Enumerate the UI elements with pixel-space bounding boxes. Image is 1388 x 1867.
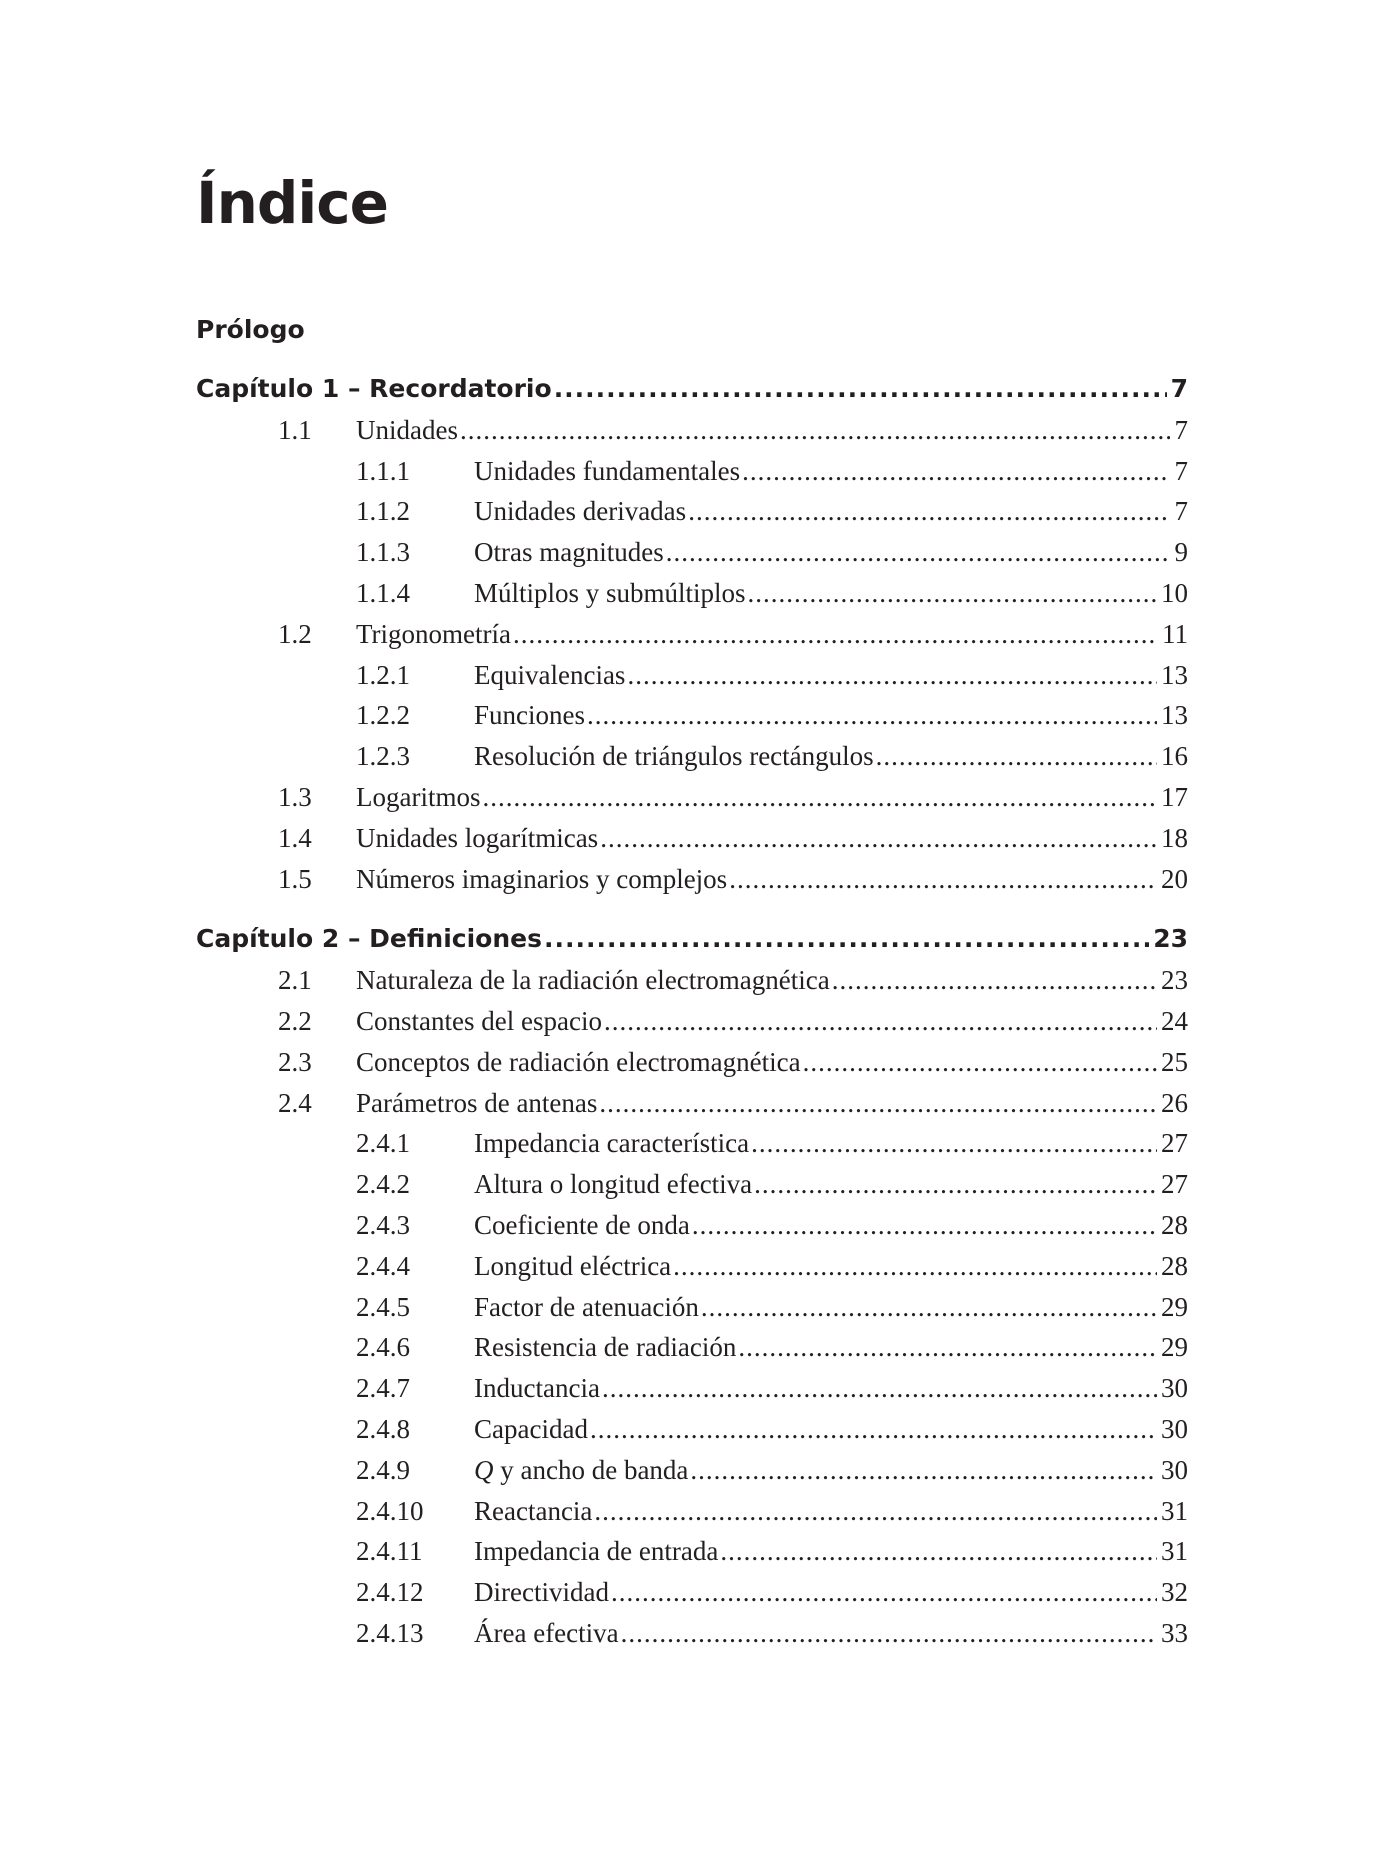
toc-leader-dots xyxy=(621,1618,1157,1649)
toc-subsection-row[interactable]: 2.4.3 Coeficiente de onda ..... 28 xyxy=(196,1210,1188,1251)
toc-page-number: 32 xyxy=(1161,1577,1188,1608)
prologue-heading: Prólogo xyxy=(196,315,305,344)
toc-subsection-row[interactable]: 1.1.2 Unidades derivadas ..... 7 xyxy=(196,496,1188,537)
toc-page-number: 17 xyxy=(1161,781,1188,812)
toc-leader-dots xyxy=(720,1536,1157,1567)
toc-chapter-title: Capítulo 2 – Definiciones xyxy=(196,924,542,954)
toc-subsection-row[interactable]: 2.4.5 Factor de atenuación ..... 29 xyxy=(196,1292,1188,1333)
toc-leader-dots xyxy=(876,741,1157,772)
toc-page-number: 28 xyxy=(1161,1250,1188,1281)
toc-page-number: 30 xyxy=(1161,1373,1188,1404)
toc-section-row[interactable]: 1.4 Unidades logarítmicas ..... 18 xyxy=(196,823,1188,864)
toc-section-row[interactable]: 1.2 Trigonometría ..... 11 xyxy=(196,619,1188,660)
toc-page-number: 24 xyxy=(1161,1005,1188,1036)
toc-entry-title: Conceptos de radiación electromagnética xyxy=(356,1046,801,1077)
toc-page-number: 13 xyxy=(1161,700,1188,731)
toc-subsection-row[interactable]: 2.4.11 Impedancia de entrada ..... 31 xyxy=(196,1536,1188,1577)
toc-leader-dots xyxy=(602,1373,1157,1404)
toc-page-number: 18 xyxy=(1161,822,1188,853)
toc-entry-title: Altura o longitud efectiva xyxy=(474,1169,753,1200)
toc-entry-title: Área efectiva xyxy=(474,1617,619,1648)
toc-section-row[interactable]: 2.2 Constantes del espacio ..... 24 xyxy=(196,1006,1188,1047)
toc-subsection-row[interactable]: 1.2.2 Funciones ..... 13 xyxy=(196,700,1188,741)
toc-entry-title: Impedancia característica xyxy=(474,1128,750,1159)
toc-leader-dots xyxy=(554,374,1167,403)
toc-section-row[interactable]: 2.3 Conceptos de radiación electromagnética ..... 25 xyxy=(196,1047,1188,1088)
toc-leader-dots xyxy=(544,924,1149,953)
toc-page-number: 30 xyxy=(1161,1413,1188,1444)
toc-page-number: 29 xyxy=(1161,1291,1188,1322)
toc-subsection-row[interactable]: 2.4.1 Impedancia característica ..... 27 xyxy=(196,1128,1188,1169)
toc-entry-title: Funciones xyxy=(474,700,585,731)
toc-page-number: 7 xyxy=(1174,496,1188,527)
toc-subsection-row[interactable]: 2.4.2 Altura o longitud efectiva ..... 27 xyxy=(196,1169,1188,1210)
toc-leader-dots xyxy=(751,1128,1157,1159)
toc-subsection-row[interactable]: 2.4.4 Longitud eléctrica ..... 28 xyxy=(196,1251,1188,1292)
toc-page-number: 13 xyxy=(1161,659,1188,690)
toc-page-number: 29 xyxy=(1161,1332,1188,1363)
toc-page-number: 23 xyxy=(1161,965,1188,996)
toc-page-number: 31 xyxy=(1161,1495,1188,1526)
toc-entry-title: Resolución de triángulos rectángulos xyxy=(474,741,874,772)
toc-section-row[interactable]: 1.1 Unidades ..... 7 xyxy=(196,415,1188,456)
toc-leader-dots xyxy=(594,1496,1157,1527)
toc-entry-title: Longitud eléctrica xyxy=(474,1250,672,1281)
toc-page-number: 7 xyxy=(1174,455,1188,486)
toc-leader-dots xyxy=(754,1169,1157,1200)
toc-page-number: 11 xyxy=(1162,618,1188,649)
toc-page-number: 20 xyxy=(1161,863,1188,894)
toc-leader-dots xyxy=(673,1251,1157,1282)
page-title: Índice xyxy=(196,169,388,237)
toc-leader-dots xyxy=(513,619,1158,650)
toc-page-number: 31 xyxy=(1161,1536,1188,1567)
toc-page-number: 10 xyxy=(1161,577,1188,608)
toc-entry-title: Directividad xyxy=(474,1577,609,1608)
toc-entry-title: Logaritmos xyxy=(356,781,481,812)
toc-leader-dots xyxy=(599,1088,1157,1119)
toc-entry-title: Unidades xyxy=(356,414,458,445)
toc-leader-dots xyxy=(742,456,1170,487)
toc-page-number: 7 xyxy=(1170,374,1188,403)
toc-section-row[interactable]: 1.5 Números imaginarios y complejos ..... 20 xyxy=(196,864,1188,905)
toc-leader-dots xyxy=(460,415,1170,446)
toc-entry-title: Resistencia de radiación xyxy=(474,1332,737,1363)
toc-leader-dots xyxy=(482,782,1157,813)
toc-leader-dots xyxy=(627,660,1157,691)
toc-chapter-row[interactable] xyxy=(196,924,1188,965)
toc-page-number: 27 xyxy=(1161,1169,1188,1200)
toc-entry-title: Números imaginarios y complejos xyxy=(356,863,728,894)
toc-page-number: 9 xyxy=(1174,537,1188,568)
toc-leader-dots xyxy=(701,1292,1157,1323)
toc-chapter-title: Capítulo 1 – Recordatorio xyxy=(196,374,552,403)
toc-leader-dots xyxy=(748,578,1157,609)
toc-entry-title: Impedancia de entrada xyxy=(474,1536,719,1567)
toc-section-row[interactable]: 1.3 Logaritmos ..... 17 xyxy=(196,782,1188,823)
toc-subsection-row[interactable]: 2.4.12 Directividad ..... 32 xyxy=(196,1577,1188,1618)
toc-leader-dots xyxy=(692,1210,1157,1241)
toc-leader-dots xyxy=(688,496,1170,527)
toc-subsection-row[interactable]: 1.2.3 Resolución de triángulos rectángulos ..... 16 xyxy=(196,741,1188,782)
toc-page-number: 27 xyxy=(1161,1128,1188,1159)
toc-leader-dots xyxy=(611,1577,1157,1608)
toc-entry-title: Capacidad xyxy=(474,1413,588,1444)
toc-leader-dots xyxy=(600,823,1157,854)
toc-leader-dots xyxy=(666,537,1170,568)
toc-leader-dots xyxy=(832,965,1157,996)
toc-section-row[interactable]: 2.1 Naturaleza de la radiación electromagnética ..... 23 xyxy=(196,965,1188,1006)
toc-leader-dots xyxy=(803,1047,1157,1078)
toc-subsection-row[interactable]: 2.4.9 Q y ancho de banda ..... 30 xyxy=(196,1455,1188,1496)
toc-subsection-row[interactable]: 2.4.6 Resistencia de radiación ..... 29 xyxy=(196,1332,1188,1373)
toc-subsection-row[interactable]: 2.4.7 Inductancia ..... 30 xyxy=(196,1373,1188,1414)
toc-entry-title: Constantes del espacio xyxy=(356,1005,602,1036)
toc-entry-title: Unidades derivadas xyxy=(474,496,687,527)
toc-subsection-row[interactable]: 2.4.13 Área efectiva ..... 33 xyxy=(196,1618,1188,1659)
toc-subsection-row[interactable]: 1.1.4 Múltiplos y submúltiplos ..... 10 xyxy=(196,578,1188,619)
toc-entry-title: Naturaleza de la radiación electromagnética xyxy=(356,965,830,996)
toc-page-number: 16 xyxy=(1161,741,1188,772)
toc-page-number: 7 xyxy=(1174,414,1188,445)
toc-subsection-row[interactable]: 1.1.1 Unidades fundamentales ..... 7 xyxy=(196,456,1188,497)
toc-entry-title: Múltiplos y submúltiplos xyxy=(474,577,746,608)
toc-subsection-row[interactable]: 2.4.10 Reactancia ..... 31 xyxy=(196,1496,1188,1537)
toc-page-number: 25 xyxy=(1161,1046,1188,1077)
toc-entry-title: Factor de atenuación xyxy=(474,1291,699,1322)
toc-entry-title: Q y ancho de banda xyxy=(474,1454,689,1485)
toc-leader-dots xyxy=(729,864,1157,895)
toc-subsection-row[interactable]: 1.1.3 Otras magnitudes ..... 9 xyxy=(196,537,1188,578)
toc-section-row[interactable]: 2.4 Parámetros de antenas ..... 26 xyxy=(196,1088,1188,1129)
toc-leader-dots xyxy=(590,1414,1157,1445)
toc-page-number: 23 xyxy=(1153,924,1188,954)
toc-entry-title: Reactancia xyxy=(474,1495,593,1526)
toc-leader-dots xyxy=(738,1332,1157,1363)
toc-entry-title: Unidades logarítmicas xyxy=(356,822,599,853)
toc-entry-title: Unidades fundamentales xyxy=(474,455,741,486)
toc-entry-title: Trigonometría xyxy=(356,618,511,649)
toc-page-number: 30 xyxy=(1161,1454,1188,1485)
toc-leader-dots xyxy=(690,1455,1157,1486)
toc-page-number: 28 xyxy=(1161,1209,1188,1240)
toc-leader-dots xyxy=(604,1006,1157,1037)
toc-entry-title: Inductancia xyxy=(474,1373,600,1404)
toc-subsection-row[interactable]: 2.4.8 Capacidad ..... 30 xyxy=(196,1414,1188,1455)
table-of-contents xyxy=(196,374,1188,1659)
toc-chapter-row[interactable] xyxy=(196,374,1188,415)
toc-entry-title: Otras magnitudes xyxy=(474,537,664,568)
toc-page-number: 33 xyxy=(1161,1617,1188,1648)
toc-subsection-row[interactable]: 1.2.1 Equivalencias ..... 13 xyxy=(196,660,1188,701)
italic-q-symbol: Q xyxy=(474,1454,494,1485)
toc-leader-dots xyxy=(587,700,1157,731)
toc-entry-title: Equivalencias xyxy=(474,659,626,690)
toc-page-number: 26 xyxy=(1161,1087,1188,1118)
toc-entry-title: Parámetros de antenas xyxy=(356,1087,598,1118)
toc-entry-title: Coeficiente de onda xyxy=(474,1209,690,1240)
